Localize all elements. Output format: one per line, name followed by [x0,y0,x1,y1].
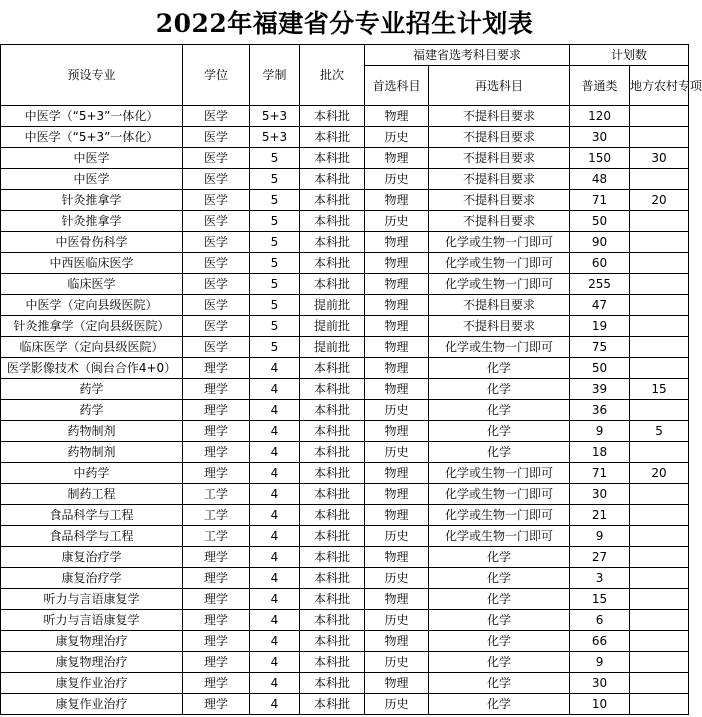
cell-duration: 4 [250,568,300,589]
cell-major: 中医学 [1,169,183,190]
cell-second-subject: 不提科目要求 [429,106,570,127]
cell-batch: 本科批 [300,463,365,484]
table-row [1,190,689,211]
cell-batch: 本科批 [300,190,365,211]
header-degree: 学位 [183,45,250,106]
cell-general-plan: 6 [570,610,630,631]
table-row [1,463,689,484]
table-row [1,568,689,589]
cell-degree: 医学 [183,274,250,295]
cell-first-subject: 历史 [365,211,429,232]
cell-duration: 5 [250,169,300,190]
cell-local-rural-plan: 20 [630,463,689,484]
cell-first-subject: 物理 [365,673,429,694]
cell-first-subject: 物理 [365,253,429,274]
table-row [1,526,689,547]
cell-general-plan: 90 [570,232,630,253]
cell-degree: 理学 [183,358,250,379]
cell-duration: 4 [250,631,300,652]
cell-local-rural-plan [630,358,689,379]
cell-degree: 医学 [183,106,250,127]
cell-second-subject: 化学或生物一门即可 [429,274,570,295]
cell-second-subject: 化学 [429,589,570,610]
cell-second-subject: 化学 [429,694,570,715]
cell-general-plan: 9 [570,421,630,442]
cell-batch: 本科批 [300,505,365,526]
cell-batch: 本科批 [300,421,365,442]
cell-major: 食品科学与工程 [1,505,183,526]
cell-first-subject: 物理 [365,148,429,169]
cell-batch: 本科批 [300,232,365,253]
cell-batch: 本科批 [300,274,365,295]
cell-local-rural-plan [630,127,689,148]
cell-degree: 理学 [183,463,250,484]
table-row [1,505,689,526]
cell-major: 食品科学与工程 [1,526,183,547]
cell-major: 中医骨伤科学 [1,232,183,253]
cell-degree: 理学 [183,547,250,568]
cell-second-subject: 化学或生物一门即可 [429,253,570,274]
table-row [1,274,689,295]
cell-local-rural-plan [630,526,689,547]
cell-first-subject: 历史 [365,610,429,631]
cell-degree: 医学 [183,232,250,253]
table-row [1,253,689,274]
cell-first-subject: 物理 [365,274,429,295]
cell-duration: 4 [250,652,300,673]
cell-duration: 4 [250,673,300,694]
cell-second-subject: 不提科目要求 [429,190,570,211]
cell-second-subject: 不提科目要求 [429,295,570,316]
cell-first-subject: 物理 [365,232,429,253]
cell-general-plan: 48 [570,169,630,190]
cell-major: 听力与言语康复学 [1,610,183,631]
cell-duration: 5 [250,274,300,295]
cell-first-subject: 物理 [365,358,429,379]
cell-second-subject: 不提科目要求 [429,169,570,190]
cell-degree: 医学 [183,211,250,232]
cell-degree: 理学 [183,631,250,652]
cell-degree: 理学 [183,589,250,610]
cell-duration: 4 [250,358,300,379]
cell-first-subject: 历史 [365,652,429,673]
cell-first-subject: 物理 [365,379,429,400]
header-plan-group: 计划数 [570,45,689,66]
cell-degree: 工学 [183,484,250,505]
cell-local-rural-plan: 5 [630,421,689,442]
cell-local-rural-plan [630,673,689,694]
cell-general-plan: 50 [570,211,630,232]
cell-degree: 理学 [183,400,250,421]
cell-second-subject: 化学或生物一门即可 [429,526,570,547]
cell-second-subject: 化学 [429,631,570,652]
cell-duration: 4 [250,442,300,463]
cell-duration: 5 [250,295,300,316]
cell-major: 药物制剂 [1,421,183,442]
cell-second-subject: 化学 [429,400,570,421]
cell-second-subject: 不提科目要求 [429,211,570,232]
cell-general-plan: 30 [570,673,630,694]
cell-first-subject: 物理 [365,421,429,442]
table-row [1,295,689,316]
cell-degree: 医学 [183,337,250,358]
cell-general-plan: 10 [570,694,630,715]
cell-general-plan: 9 [570,526,630,547]
cell-batch: 本科批 [300,211,365,232]
table-row [1,127,689,148]
table-row [1,652,689,673]
table-row [1,547,689,568]
cell-second-subject: 化学或生物一门即可 [429,505,570,526]
cell-second-subject: 化学 [429,379,570,400]
cell-duration: 5 [250,190,300,211]
cell-duration: 5 [250,148,300,169]
cell-first-subject: 历史 [365,694,429,715]
cell-duration: 4 [250,694,300,715]
cell-general-plan: 3 [570,568,630,589]
cell-major: 药物制剂 [1,442,183,463]
cell-general-plan: 39 [570,379,630,400]
cell-local-rural-plan [630,169,689,190]
cell-major: 康复作业治疗 [1,694,183,715]
cell-first-subject: 物理 [365,505,429,526]
cell-major: 临床医学 [1,274,183,295]
cell-first-subject: 物理 [365,463,429,484]
cell-second-subject: 化学 [429,568,570,589]
cell-general-plan: 71 [570,463,630,484]
cell-major: 针灸推拿学（定向县级医院） [1,316,183,337]
cell-general-plan: 9 [570,652,630,673]
cell-local-rural-plan [630,274,689,295]
table-row [1,358,689,379]
cell-second-subject: 化学 [429,610,570,631]
cell-major: 针灸推拿学 [1,190,183,211]
table-row [1,316,689,337]
cell-major: 临床医学（定向县级医院） [1,337,183,358]
table-row [1,631,689,652]
cell-degree: 医学 [183,169,250,190]
cell-first-subject: 物理 [365,190,429,211]
cell-second-subject: 化学 [429,421,570,442]
cell-local-rural-plan [630,232,689,253]
enrollment-plan-table [0,44,702,715]
cell-second-subject: 不提科目要求 [429,127,570,148]
cell-major: 中药学 [1,463,183,484]
cell-local-rural-plan [630,316,689,337]
cell-first-subject: 历史 [365,526,429,547]
cell-duration: 4 [250,547,300,568]
cell-major: 康复治疗学 [1,568,183,589]
cell-general-plan: 71 [570,190,630,211]
table-row [1,211,689,232]
header-first-subject: 首选科目 [365,66,429,106]
cell-batch: 提前批 [300,337,365,358]
cell-degree: 工学 [183,505,250,526]
cell-local-rural-plan [630,400,689,421]
cell-general-plan: 255 [570,274,630,295]
cell-major: 康复物理治疗 [1,652,183,673]
cell-duration: 4 [250,610,300,631]
cell-duration: 4 [250,400,300,421]
header-general-plan: 普通类 [570,66,630,106]
cell-duration: 4 [250,463,300,484]
cell-batch: 本科批 [300,484,365,505]
cell-batch: 本科批 [300,526,365,547]
cell-general-plan: 36 [570,400,630,421]
cell-duration: 5 [250,316,300,337]
table-row [1,442,689,463]
cell-second-subject: 化学或生物一门即可 [429,232,570,253]
cell-local-rural-plan [630,106,689,127]
cell-local-rural-plan [630,589,689,610]
cell-batch: 本科批 [300,652,365,673]
cell-local-rural-plan [630,211,689,232]
cell-second-subject: 不提科目要求 [429,148,570,169]
cell-batch: 本科批 [300,610,365,631]
cell-major: 康复治疗学 [1,547,183,568]
cell-general-plan: 47 [570,295,630,316]
cell-degree: 工学 [183,526,250,547]
cell-first-subject: 物理 [365,631,429,652]
table-row [1,169,689,190]
header-batch: 批次 [300,45,365,106]
cell-batch: 本科批 [300,253,365,274]
cell-local-rural-plan [630,547,689,568]
cell-general-plan: 18 [570,442,630,463]
table-body [1,106,689,715]
cell-degree: 医学 [183,127,250,148]
cell-degree: 医学 [183,253,250,274]
cell-second-subject: 化学 [429,652,570,673]
cell-second-subject: 化学 [429,673,570,694]
cell-major: 中医学 [1,148,183,169]
cell-local-rural-plan [630,442,689,463]
cell-batch: 本科批 [300,631,365,652]
cell-general-plan: 27 [570,547,630,568]
cell-general-plan: 66 [570,631,630,652]
table-row [1,694,689,715]
table-row [1,337,689,358]
cell-local-rural-plan [630,631,689,652]
cell-first-subject: 物理 [365,484,429,505]
cell-major: 医学影像技术（闽台合作4+0） [1,358,183,379]
cell-batch: 本科批 [300,568,365,589]
cell-batch: 本科批 [300,589,365,610]
cell-first-subject: 历史 [365,568,429,589]
cell-local-rural-plan [630,694,689,715]
cell-major: 听力与言语康复学 [1,589,183,610]
cell-degree: 理学 [183,652,250,673]
cell-batch: 本科批 [300,106,365,127]
cell-degree: 理学 [183,442,250,463]
cell-first-subject: 历史 [365,169,429,190]
cell-degree: 医学 [183,148,250,169]
cell-general-plan: 30 [570,127,630,148]
cell-duration: 4 [250,505,300,526]
cell-duration: 4 [250,484,300,505]
table-row [1,148,689,169]
cell-first-subject: 物理 [365,316,429,337]
cell-duration: 5 [250,337,300,358]
cell-batch: 提前批 [300,316,365,337]
cell-first-subject: 物理 [365,589,429,610]
cell-local-rural-plan: 15 [630,379,689,400]
cell-major: 中医学（“5+3”一体化） [1,127,183,148]
cell-degree: 理学 [183,379,250,400]
cell-local-rural-plan [630,610,689,631]
cell-degree: 医学 [183,316,250,337]
cell-duration: 4 [250,589,300,610]
cell-duration: 5 [250,253,300,274]
cell-batch: 本科批 [300,694,365,715]
cell-major: 康复物理治疗 [1,631,183,652]
cell-major: 中医学（“5+3”一体化） [1,106,183,127]
table-row [1,421,689,442]
cell-batch: 本科批 [300,379,365,400]
cell-second-subject: 化学 [429,358,570,379]
cell-local-rural-plan [630,295,689,316]
cell-degree: 理学 [183,568,250,589]
cell-batch: 本科批 [300,673,365,694]
header-second-subject: 再选科目 [429,66,570,106]
cell-major: 中医学（定向县级医院） [1,295,183,316]
cell-general-plan: 21 [570,505,630,526]
cell-duration: 5 [250,211,300,232]
cell-general-plan: 150 [570,148,630,169]
cell-degree: 医学 [183,190,250,211]
cell-batch: 本科批 [300,169,365,190]
cell-first-subject: 历史 [365,127,429,148]
cell-degree: 理学 [183,673,250,694]
cell-batch: 本科批 [300,358,365,379]
table-row [1,106,689,127]
cell-batch: 提前批 [300,295,365,316]
cell-general-plan: 30 [570,484,630,505]
cell-duration: 4 [250,379,300,400]
cell-second-subject: 化学 [429,442,570,463]
cell-general-plan: 15 [570,589,630,610]
cell-duration: 5 [250,232,300,253]
table-row [1,589,689,610]
cell-first-subject: 物理 [365,106,429,127]
header-major: 预设专业 [1,45,183,106]
cell-general-plan: 75 [570,337,630,358]
cell-first-subject: 物理 [365,295,429,316]
cell-major: 药学 [1,379,183,400]
cell-major: 药学 [1,400,183,421]
cell-duration: 4 [250,421,300,442]
cell-major: 针灸推拿学 [1,211,183,232]
cell-local-rural-plan: 30 [630,148,689,169]
cell-general-plan: 19 [570,316,630,337]
cell-first-subject: 物理 [365,547,429,568]
cell-major: 制药工程 [1,484,183,505]
cell-first-subject: 历史 [365,400,429,421]
header-duration: 学制 [250,45,300,106]
cell-batch: 本科批 [300,400,365,421]
cell-second-subject: 化学或生物一门即可 [429,484,570,505]
cell-general-plan: 60 [570,253,630,274]
table-row [1,610,689,631]
cell-local-rural-plan [630,484,689,505]
cell-degree: 医学 [183,295,250,316]
cell-batch: 本科批 [300,127,365,148]
cell-local-rural-plan [630,568,689,589]
cell-second-subject: 化学或生物一门即可 [429,463,570,484]
cell-first-subject: 历史 [365,442,429,463]
cell-batch: 本科批 [300,442,365,463]
cell-major: 中西医临床医学 [1,253,183,274]
page-title: 2022年福建省分专业招生计划表 [155,9,534,38]
header-subject-group: 福建省选考科目要求 [365,45,570,66]
table-row [1,232,689,253]
cell-duration: 5+3 [250,127,300,148]
cell-second-subject: 化学或生物一门即可 [429,337,570,358]
cell-duration: 5+3 [250,106,300,127]
cell-second-subject: 不提科目要求 [429,316,570,337]
cell-degree: 理学 [183,610,250,631]
cell-duration: 4 [250,526,300,547]
cell-batch: 本科批 [300,547,365,568]
cell-degree: 理学 [183,421,250,442]
cell-first-subject: 物理 [365,337,429,358]
cell-general-plan: 50 [570,358,630,379]
cell-local-rural-plan [630,505,689,526]
cell-major: 康复作业治疗 [1,673,183,694]
cell-second-subject: 化学 [429,547,570,568]
cell-local-rural-plan [630,652,689,673]
cell-local-rural-plan [630,253,689,274]
cell-batch: 本科批 [300,148,365,169]
header-local-rural-plan: 地方农村专项 [630,66,689,106]
cell-general-plan: 120 [570,106,630,127]
cell-local-rural-plan [630,337,689,358]
table-row [1,484,689,505]
table-row [1,379,689,400]
cell-local-rural-plan: 20 [630,190,689,211]
table-row [1,400,689,421]
cell-degree: 理学 [183,694,250,715]
table-row [1,673,689,694]
